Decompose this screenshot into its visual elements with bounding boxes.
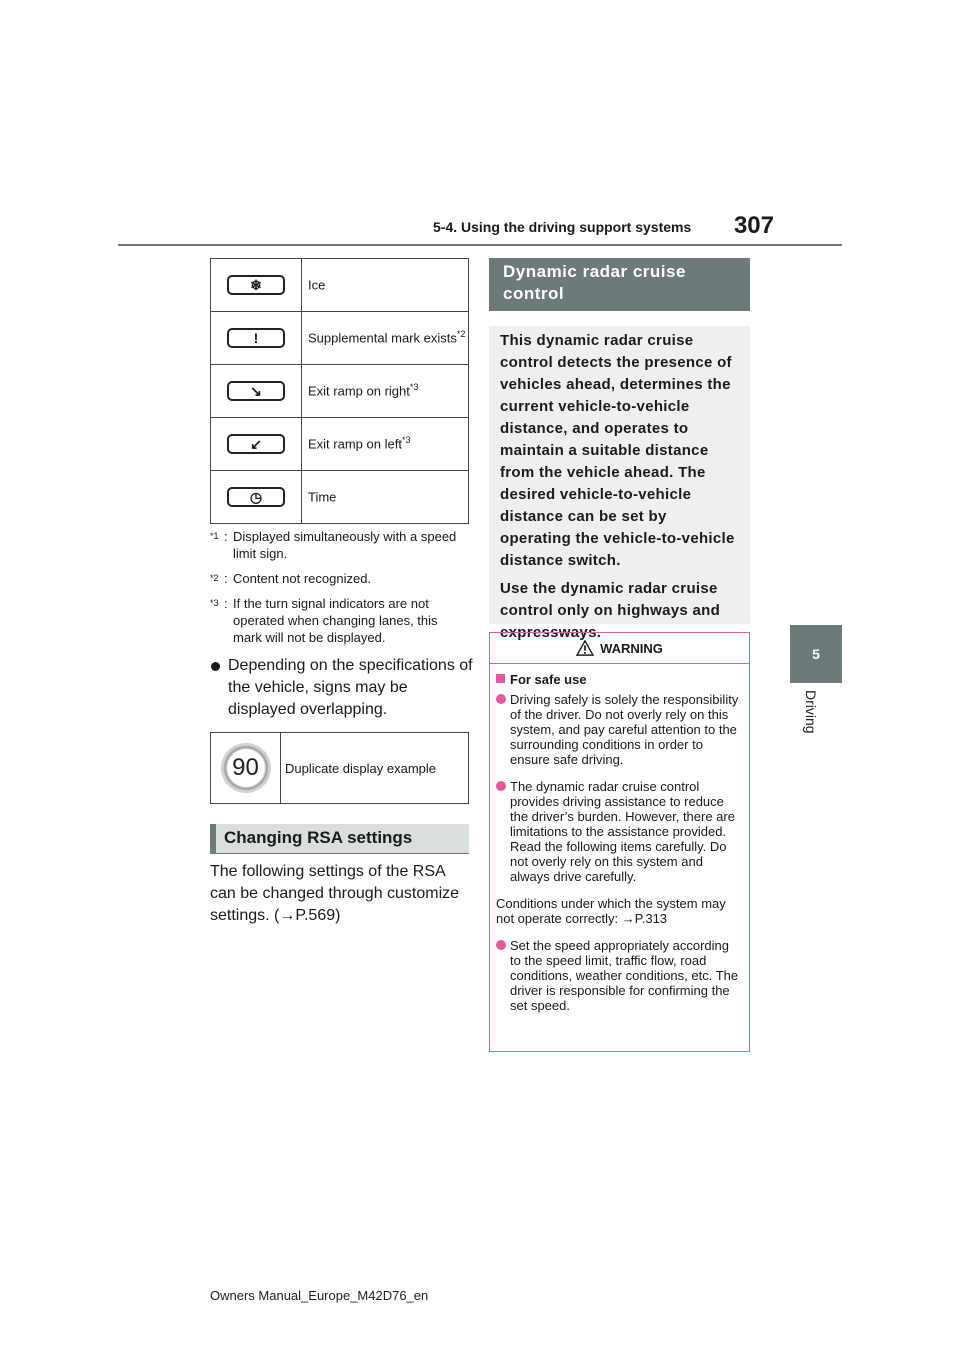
warning-box [489, 632, 750, 1052]
snowflake-icon: ❄ [227, 275, 285, 295]
circle-bullet-icon [496, 940, 506, 950]
table-row [211, 733, 469, 804]
warning-title: WARNING [600, 640, 663, 656]
duplicate-display-table [210, 732, 469, 804]
warning-item: Set the speed appropriately according to the speed limit, traffic flow, road conditions, weather conditions, etc. The driver is responsible for confirming the set speed. [496, 938, 743, 1013]
footnotes [210, 528, 470, 654]
chapter-number: 5 [812, 646, 820, 662]
bullet-paragraph: Depending on the specifications of the vehicle, signs may be displayed overlapping. [210, 655, 475, 721]
square-bullet-icon [496, 674, 505, 683]
page-number: 307 [733, 212, 774, 239]
speed-limit-sign-icon: 90 [221, 743, 271, 793]
changing-rsa-heading: Changing RSA settings [210, 824, 469, 854]
circle-bullet-icon [496, 781, 506, 791]
table-row: ↘ Exit ramp on right$^{*3}$ [211, 365, 469, 418]
warning-triangle-icon [576, 640, 594, 656]
intro-paragraph: Use the dynamic radar cruise control only on highways and expressways. [500, 580, 721, 641]
table-row: ↙ Exit ramp on left$^{*3}$ [211, 418, 469, 471]
sign-table [210, 258, 469, 524]
exit-left-arrow-icon: ↙ [227, 434, 285, 454]
footer-text: Owners Manual_Europe_M42D76_en [210, 1288, 429, 1303]
chapter-tab[interactable] [790, 625, 842, 683]
footnote: *1 : Displayed simultaneously with a speed limit sign. [210, 529, 457, 561]
warning-subheading: For safe use [496, 672, 743, 687]
sign-label: Time [308, 489, 337, 505]
chapter-label: Driving [803, 690, 819, 734]
exclamation-icon: ! [227, 328, 285, 348]
warning-header [490, 633, 749, 664]
bullet-dot-icon [211, 662, 220, 671]
sign-label: Supplemental mark exists [308, 330, 457, 346]
clock-icon: ◷ [227, 487, 285, 507]
footnote: *2 : Content not recognized. [210, 571, 372, 586]
warning-item: The dynamic radar cruise control provides driving assistance to reduce the driver’s burden. However, there are limitations to the assistance provided. Read the following items carefully. Do not overly rely on this system and always drive carefully. [496, 779, 743, 884]
dynamic-radar-intro [489, 326, 750, 641]
sign-label: Exit ramp on right [308, 383, 410, 399]
dynamic-radar-heading: Dynamic radar cruise control [489, 258, 750, 311]
header-rule [118, 244, 842, 246]
exit-right-arrow-icon: ↘ [227, 381, 285, 401]
warning-item: Driving safely is solely the responsibility of the driver. Do not overly rely on this system, and pay careful attention to the surrounding conditions in order to ensure safe driving. [496, 692, 743, 767]
sign-label: Exit ramp on left [308, 436, 402, 452]
changing-rsa-body: The following settings of the RSA can be changed through customize settings. (→P.569) [210, 863, 460, 924]
duplicate-display-label: Duplicate display example [281, 733, 469, 804]
section-title: 5-4. Using the driving support systems [433, 219, 692, 235]
intro-paragraph: This dynamic radar cruise control detects the presence of vehicles ahead, determines the current vehicle-to-vehicle distance, and operates to maintain a suitable distance from the vehicle ahead. The desired vehicle-to-vehicle distance can be set by operating the vehicle-to-vehicle distance switch. [500, 332, 735, 569]
sign-label: Ice [308, 277, 326, 293]
footnote: *3 : If the turn signal indicators are not operated when changing lanes, this mark will not be displayed. [210, 596, 438, 645]
table-row: ! Supplemental mark exists$^{*2}$ [211, 312, 469, 365]
warning-conditions: Conditions under which the system may not operate correctly: →P.313 [496, 896, 726, 926]
table-row [211, 259, 469, 312]
circle-bullet-icon [496, 694, 506, 704]
table-row [211, 471, 469, 524]
